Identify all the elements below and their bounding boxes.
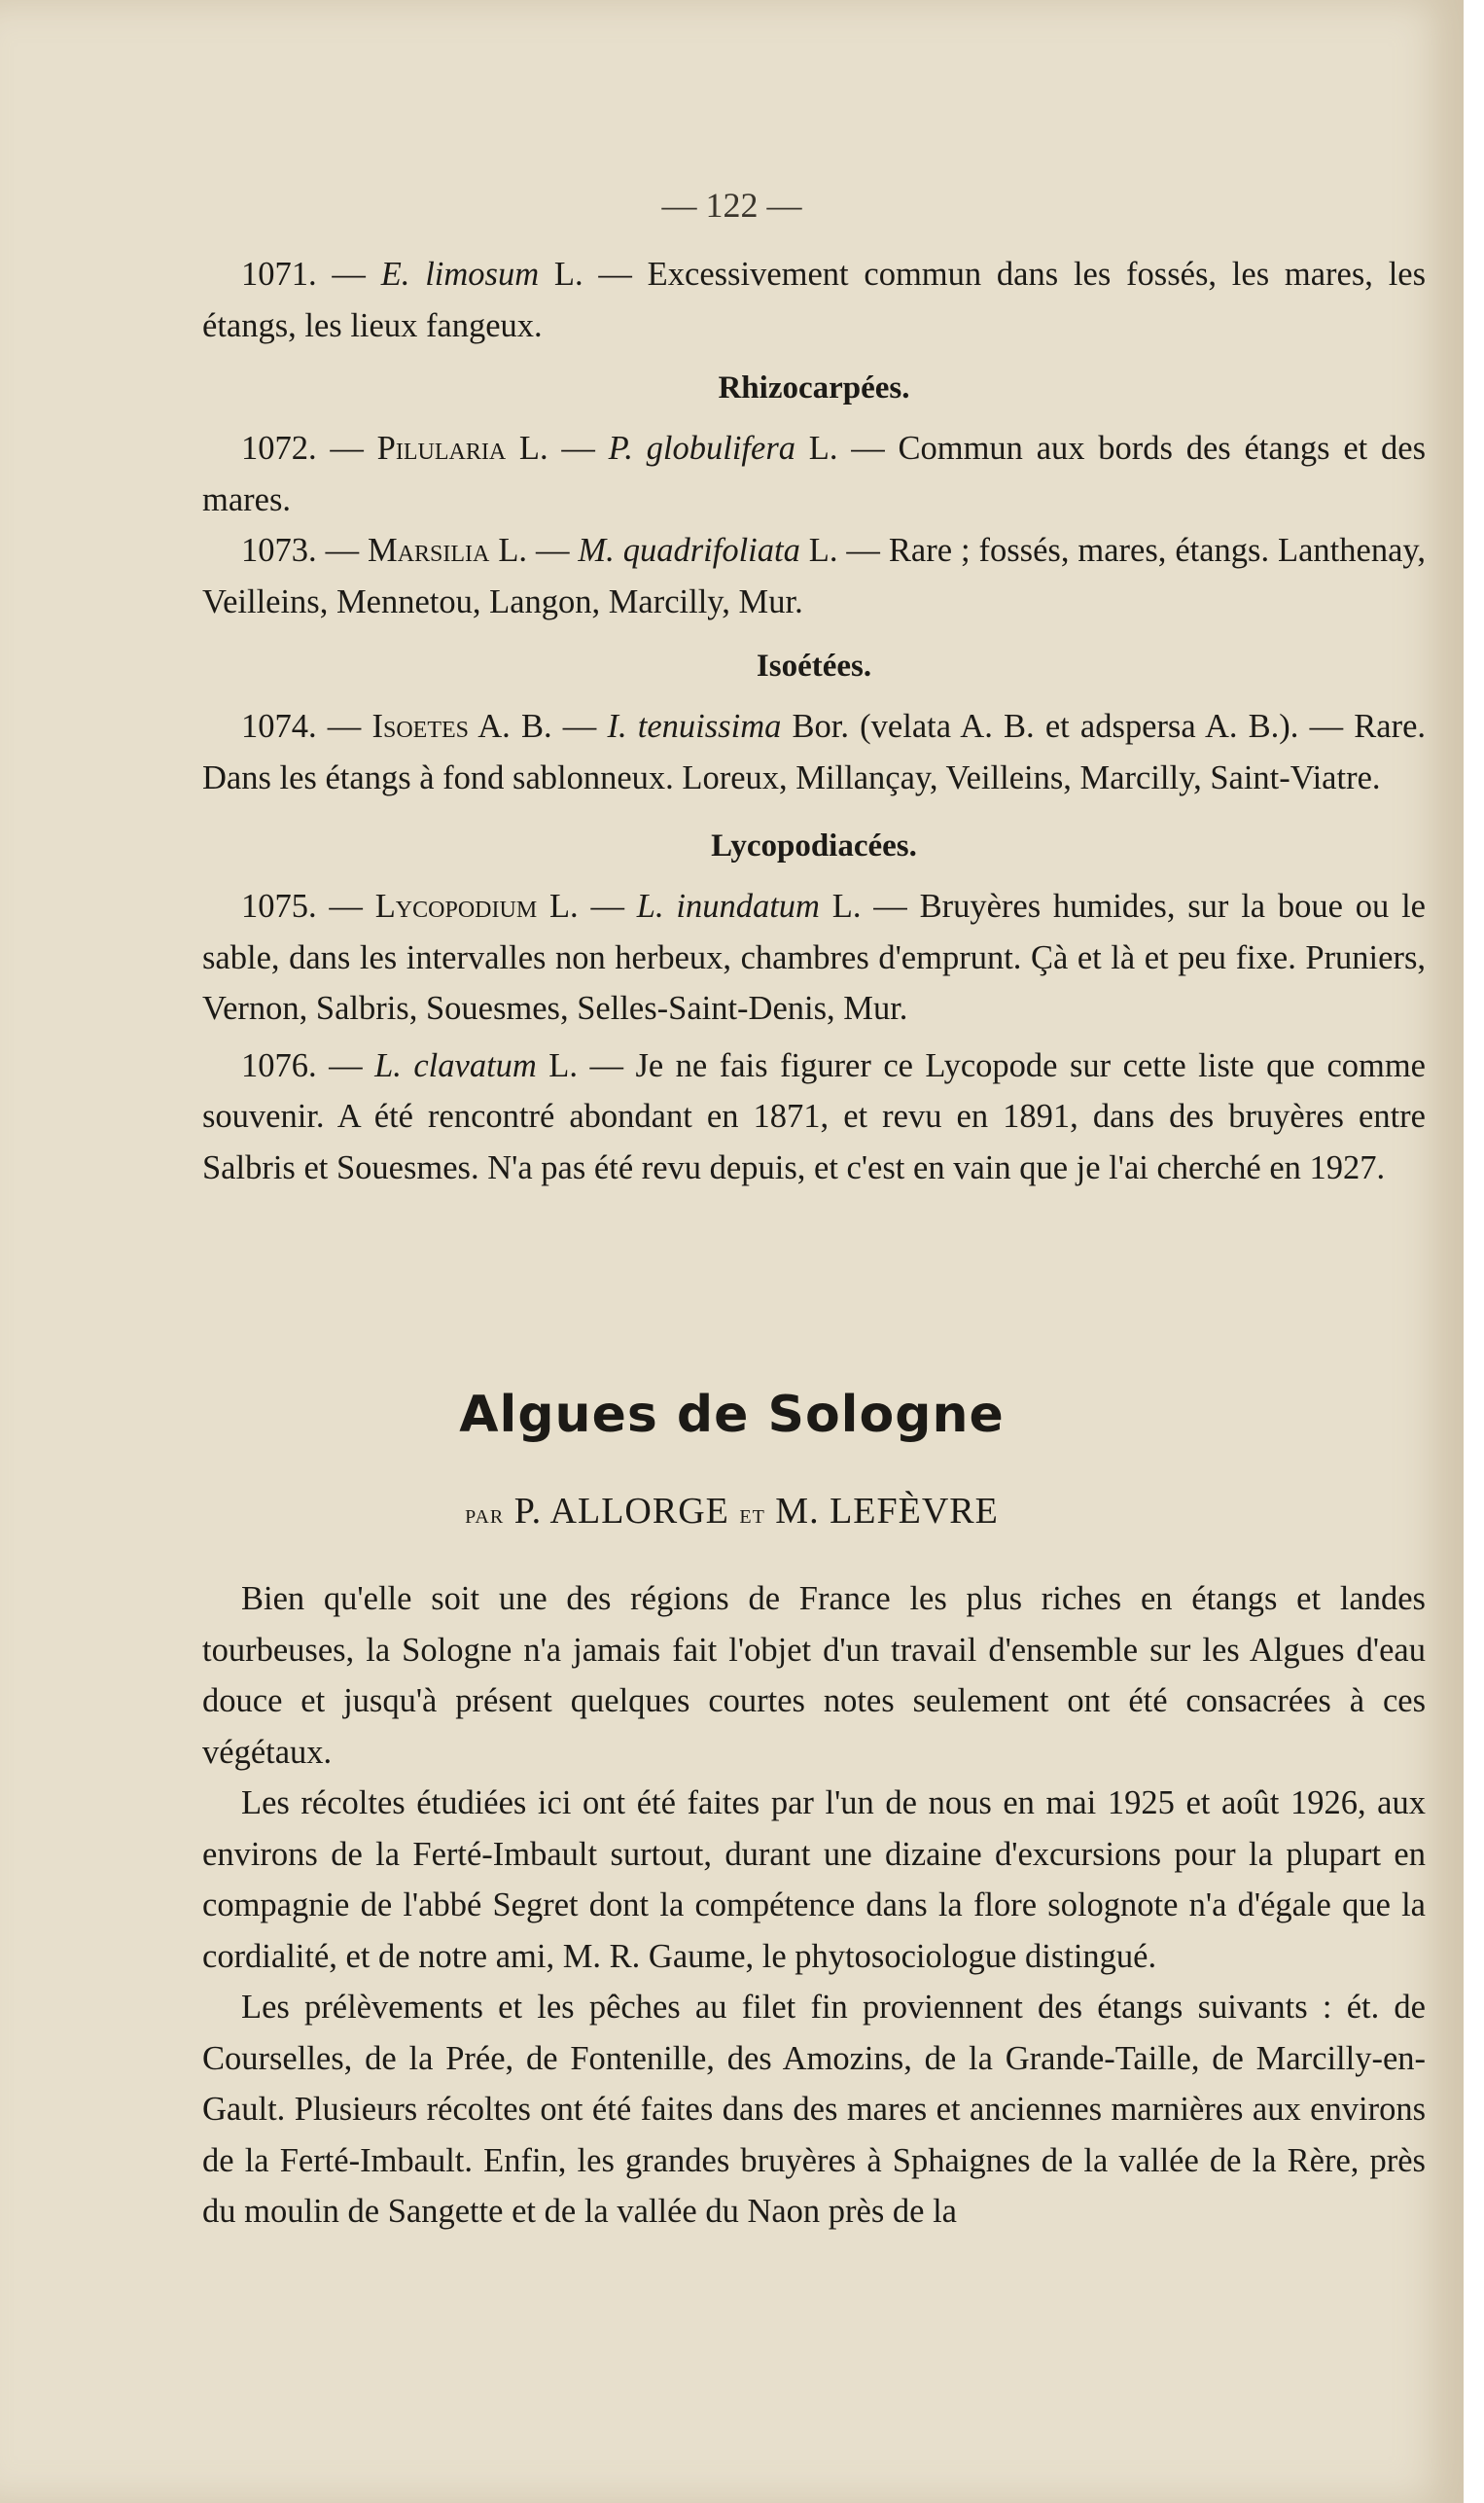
entry-1076: 1076. — L. clavatum L. — Je ne fais figurer ce Lycopode sur cette liste que comme souvenir. A été rencontré abondant en 1871, et revu en 1891, dans des bruyères entre Salbris et Souesmes. N'a pas été revu depuis, et c'est en vain que je l'ai cherché en 1927. — [202, 1046, 1426, 1186]
entry-1071: 1071. — E. limosum L. — Excessivement commun dans les fossés, les mares, les étangs, les lieux fangeux. — [202, 256, 1427, 344]
article-authors: par P. ALLORGE et M. LEFÈVRE — [465, 1491, 999, 1532]
entry-1074: 1074. — Isoetes A. B. — I. tenuissima Bor. (velata A. B. et adspersa A. B.). — Rare. Dans les étangs à fond sablonneux. Loreux, Millançay, Veilleins, Marcilly, Saint-Viatre. — [202, 708, 1427, 796]
family-heading-isoetees: Isoétées. — [756, 649, 872, 684]
entry-1072: 1072. — Pilularia L. — P. globulifera L. — Commun aux bords des étangs et des mares. — [202, 430, 1427, 518]
family-heading-lycopodiacees: Lycopodiacées. — [711, 828, 917, 864]
family-heading-rhizocarpees: Rhizocarpées. — [718, 370, 910, 405]
article-body — [202, 1573, 1426, 2238]
entry-1075: 1075. — Lycopodium L. — L. inundatum L. — Bruyères humides, sur la boue ou le sable, dans les intervalles non herbeux, chambres d'emprunt. Çà et là et peu fixe. Pruniers, Vernon, Salbris, Souesmes, Selles-Saint-Denis, Mur. — [202, 888, 1426, 1027]
entry-1073: 1073. — Marsilia L. — M. quadrifoliata L. — Rare ; fossés, mares, étangs. Lanthenay, Veilleins, Mennetou, Langon, Marcilly, Mur. — [202, 532, 1427, 620]
flora-list — [202, 249, 1426, 1193]
page-number: — 122 — — [661, 186, 802, 225]
page-edge — [1464, 0, 1484, 2503]
article-title: Algues de Sologne — [459, 1386, 1005, 1444]
paragraph-1: Bien qu'elle soit une des régions de France les plus riches en étangs et landes tourbeuses, la Sologne n'a jamais fait l'objet d'un travail d'ensemble sur les Algues d'eau douce et jusqu'à présent quelques courtes notes seulement ont été consacrées à ces végétaux. — [202, 1580, 1426, 1771]
paragraph-2: Les récoltes étudiées ici ont été faites par l'un de nous en mai 1925 et août 1926, aux environs de la Ferté-Imbault surtout, durant une dizaine d'excursions pour la plupart en compagnie de l'abbé Segret dont la compétence dans la flore solognote n'a d'égale que la cordialité, et de notre ami, M. R. Gaume, le phytosociologue distingué. — [202, 1784, 1426, 1975]
paragraph-3: Les prélèvements et les pêches au filet fin proviennent des étangs suivants : ét. de Courselles, de la Prée, de Fontenille, des Amozins, de la Grande-Taille, de Marcilly-en-Gault. Plusieurs récoltes ont été faites dans des mares et anciennes marnières aux environs de la Ferté-Imbault. Enfin, les grandes bruyères à Sphaignes de la vallée de la Rère, près du moulin de Sangette et de la vallée du Naon près de la — [202, 1989, 1426, 2230]
